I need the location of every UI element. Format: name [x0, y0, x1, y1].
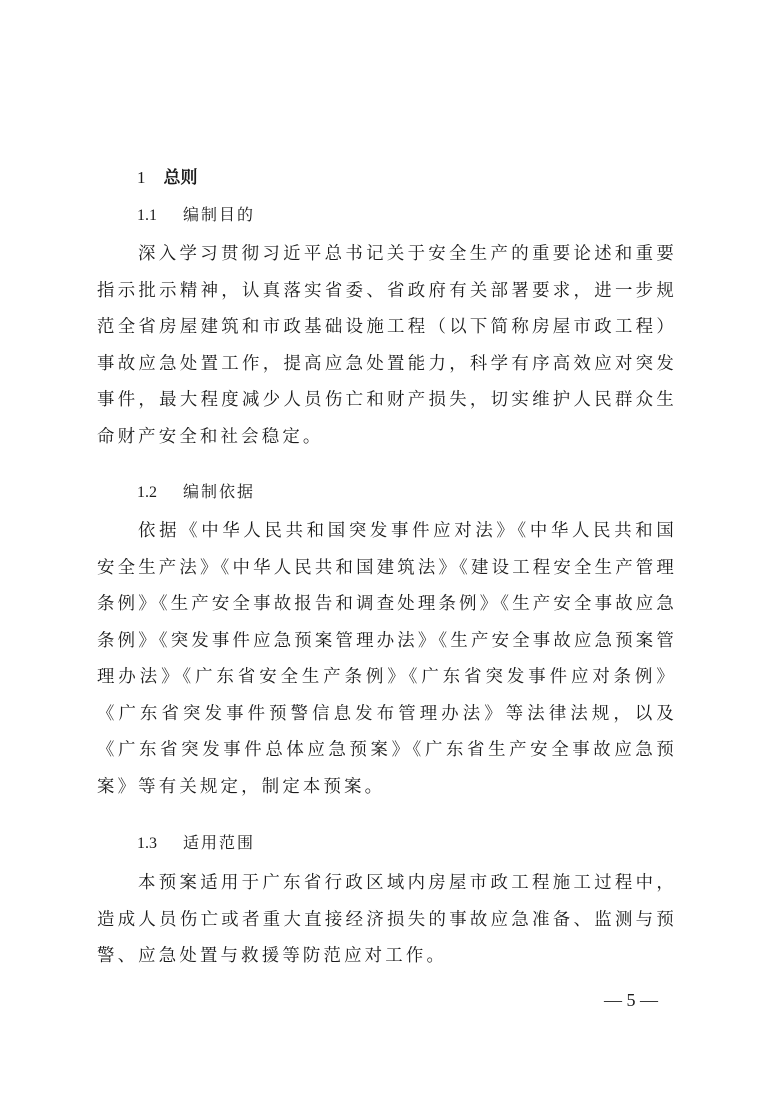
- subsection-heading-1-3: [137, 831, 255, 856]
- paragraph-purpose: 深入学习贯彻习近平总书记关于安全生产的重要论述和重要指示批示精神，认真落实省委、省政府有关部署要求，进一步规范全省房屋建筑和市政基础设施工程（以下简称房屋市政工程）事故应急处置工作，提高应急处置能力，科学有序高效应对突发事件，最大程度减少人员伤亡和财产损失，切实维护人民群众生命财产安全和社会稳定。: [97, 244, 677, 447]
- paragraph-scope: 本预案适用于广东省行政区域内房屋市政工程施工过程中，造成人员伤亡或者重大直接经济损失的事故应急准备、监测与预警、应急处置与救援等防范应对工作。: [97, 873, 677, 966]
- section-number: 1: [137, 168, 146, 187]
- section-title: 总则: [163, 168, 198, 188]
- page-number: — 5 —: [604, 990, 658, 1010]
- subsection-heading-1-1: [137, 203, 255, 228]
- subsection-title: 编制依据: [183, 482, 256, 501]
- subsection-heading-1-2: [137, 480, 255, 505]
- paragraph-basis: 依据《中华人民共和国突发事件应对法》《中华人民共和国安全生产法》《中华人民共和国建筑法》《建设工程安全生产管理条例》《生产安全事故报告和调查处理条例》《生产安全事故应急条例》《突发事件应急预案管理办法》《生产安全事故应急预案管理办法》《广东省安全生产条例》《广东省突发事件应对条例》《广东省突发事件预警信息发布管理办法》等法律法规，以及《广东省突发事件总体应急预案》《广东省生产安全事故应急预案》等有关规定，制定本预案。: [97, 521, 677, 797]
- subsection-number: 1.1: [137, 207, 157, 224]
- subsection-number: 1.3: [137, 835, 157, 852]
- subsection-number: 1.2: [137, 484, 157, 501]
- section-heading-1: [137, 166, 198, 190]
- subsection-title: 适用范围: [183, 833, 256, 852]
- subsection-title: 编制目的: [183, 205, 256, 224]
